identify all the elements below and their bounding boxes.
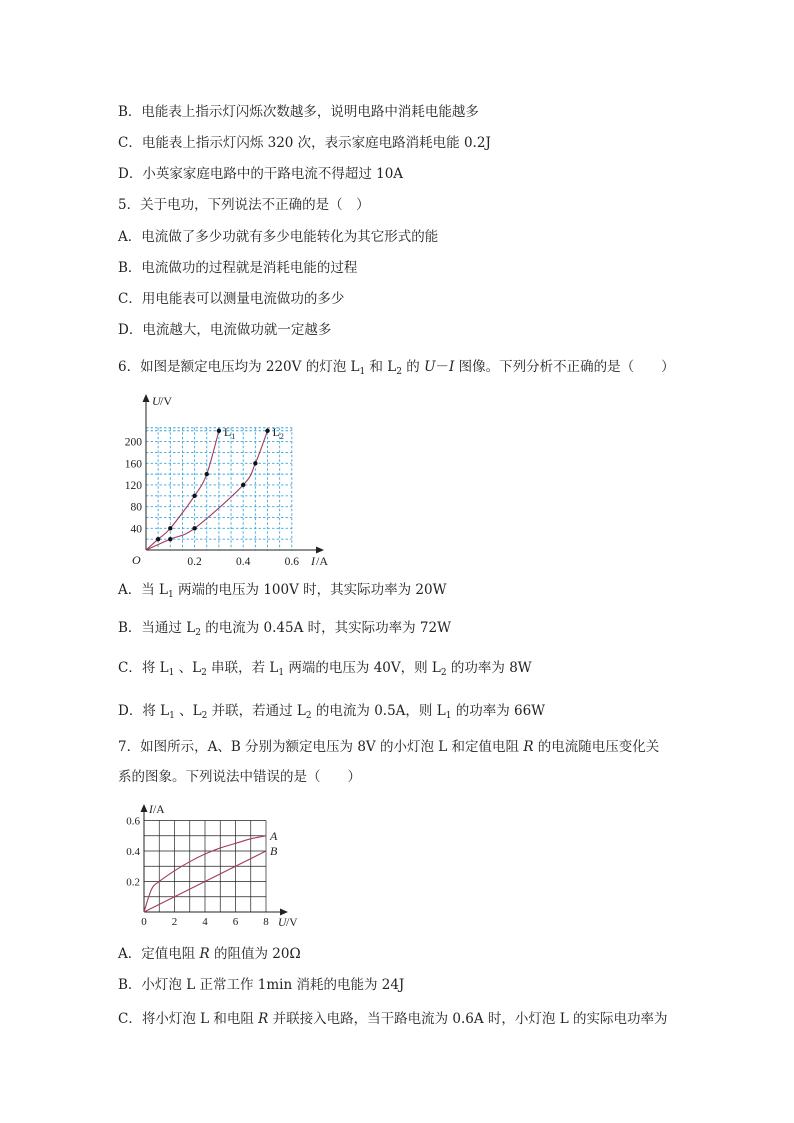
x-tick-label: 8 xyxy=(263,916,269,928)
series-label-l2: $L_2$ xyxy=(272,424,284,441)
series-label-a: A xyxy=(270,828,278,843)
y-tick-label: 40 xyxy=(130,523,142,536)
q7-option-b: B．小灯泡 L 正常工作 1min 消耗的电能为 24J xyxy=(118,977,405,993)
x-axis-label-symbol: I xyxy=(311,554,315,568)
q5-option-b: B．电流做功的过程就是消耗电能的过程 xyxy=(118,260,358,276)
x-axis-label-symbol: U xyxy=(278,917,287,929)
point-l1 xyxy=(192,494,196,498)
series-label-l1: $L_1$ xyxy=(223,424,236,441)
q7-option-a: A．定值电阻 R 的阻值为 20Ω xyxy=(118,946,301,962)
y-tick-label: 0.2 xyxy=(126,876,140,889)
q7-option-c: C．将小灯泡 L 和电阻 R 并联接入电路，当干路电流为 0.6A 时，小灯泡 L 的实际电功率为 xyxy=(118,1011,668,1027)
point-l2 xyxy=(265,429,269,433)
y-tick-label: 0.4 xyxy=(126,846,140,858)
x-tick-label: 0.6 xyxy=(284,556,299,568)
series-label-b: B xyxy=(270,844,278,858)
y-axis-label-symbol: I xyxy=(149,804,153,816)
x-tick-label: 4 xyxy=(202,916,208,928)
y-axis-label-symbol: U xyxy=(152,394,161,408)
x-axis-arrow xyxy=(280,909,288,916)
x-tick-label: 0.2 xyxy=(187,556,202,568)
q6-option-d: D．将 $L_1$ 、$L_2$ 并联，若通过 $L_2$ 的电流为 0.5A，则 $L_1$ 的功率为 66W xyxy=(118,703,546,721)
ui-graph-chart xyxy=(118,388,348,578)
q5-stem: 5．关于电功，下列说法不正确的是（ ） xyxy=(118,197,370,213)
y-tick-label: 160 xyxy=(124,458,142,471)
y-tick-label: 200 xyxy=(124,436,142,449)
point-l2 xyxy=(253,461,257,465)
q7-stem-line2: 系的图象。下列说法中错误的是（ ） xyxy=(118,769,361,785)
q5-option-a: A．电流做了多少功就有多少电能转化为其它形式的能 xyxy=(118,229,439,245)
x-tick-label: 0.4 xyxy=(236,556,251,568)
ia-graph-chart xyxy=(118,798,318,938)
y-axis-label-unit: /V xyxy=(160,394,172,408)
x-tick-label: 0 xyxy=(141,916,147,928)
point-l2 xyxy=(168,537,172,541)
y-axis-label-unit: /A xyxy=(153,804,165,816)
y-tick-label: 120 xyxy=(124,479,142,492)
y-tick-label: 80 xyxy=(130,501,142,514)
y-tick-label: 0.6 xyxy=(126,815,140,828)
y-axis-arrow xyxy=(141,804,148,812)
q6-stem: 6．如图是额定电压均为 220V 的灯泡 $L_1$ 和 $L_2$ 的 U－I 图像。下列分析不正确的是（ ） xyxy=(118,359,675,377)
q5-option-c: C．用电能表可以测量电流做功的多少 xyxy=(118,291,345,307)
x-tick-label: 2 xyxy=(171,916,178,928)
point-l1 xyxy=(156,537,160,541)
q5-option-d: D．电流越大，电流做功就一定越多 xyxy=(118,322,332,338)
q4-option-c: C．电能表上指示灯闪烁 320 次，表示家庭电路消耗电能 0.2J xyxy=(118,135,491,151)
point-l1 xyxy=(205,472,209,476)
q6-option-a: A．当 $L_1$ 两端的电压为 100V 时，其实际功率为 20W xyxy=(118,582,447,600)
point-l1 xyxy=(217,429,221,433)
point-l2 xyxy=(241,483,245,487)
x-tick-label: 6 xyxy=(232,916,239,928)
x-axis-label-unit: /A xyxy=(316,554,328,568)
q6-option-c: C．将 $L_1$ 、$L_2$ 串联，若 $L_1$ 两端的电压为 40V，则 $L_2$ 的功率为 8W xyxy=(118,660,532,678)
q4-option-b: B．电能表上指示灯闪烁次数越多，说明电路中消耗电能越多 xyxy=(118,104,479,120)
q4-option-d: D．小英家家庭电路中的干路电流不得超过 10A xyxy=(118,166,404,182)
x-axis-label-unit: /V xyxy=(286,917,298,929)
point-l2 xyxy=(192,526,196,530)
q7-stem-line1: 7．如图所示，A、B 分别为额定电压为 8V 的小灯泡 L 和定值电阻 R 的电流随电压变化关 xyxy=(118,739,660,755)
q6-option-b: B．当通过 $L_2$ 的电流为 0.45A 时，其实际功率为 72W xyxy=(118,620,451,638)
x-axis-arrow xyxy=(316,547,324,554)
origin-label: O xyxy=(132,553,141,567)
point-l1 xyxy=(168,526,172,530)
y-axis-arrow xyxy=(143,394,150,402)
